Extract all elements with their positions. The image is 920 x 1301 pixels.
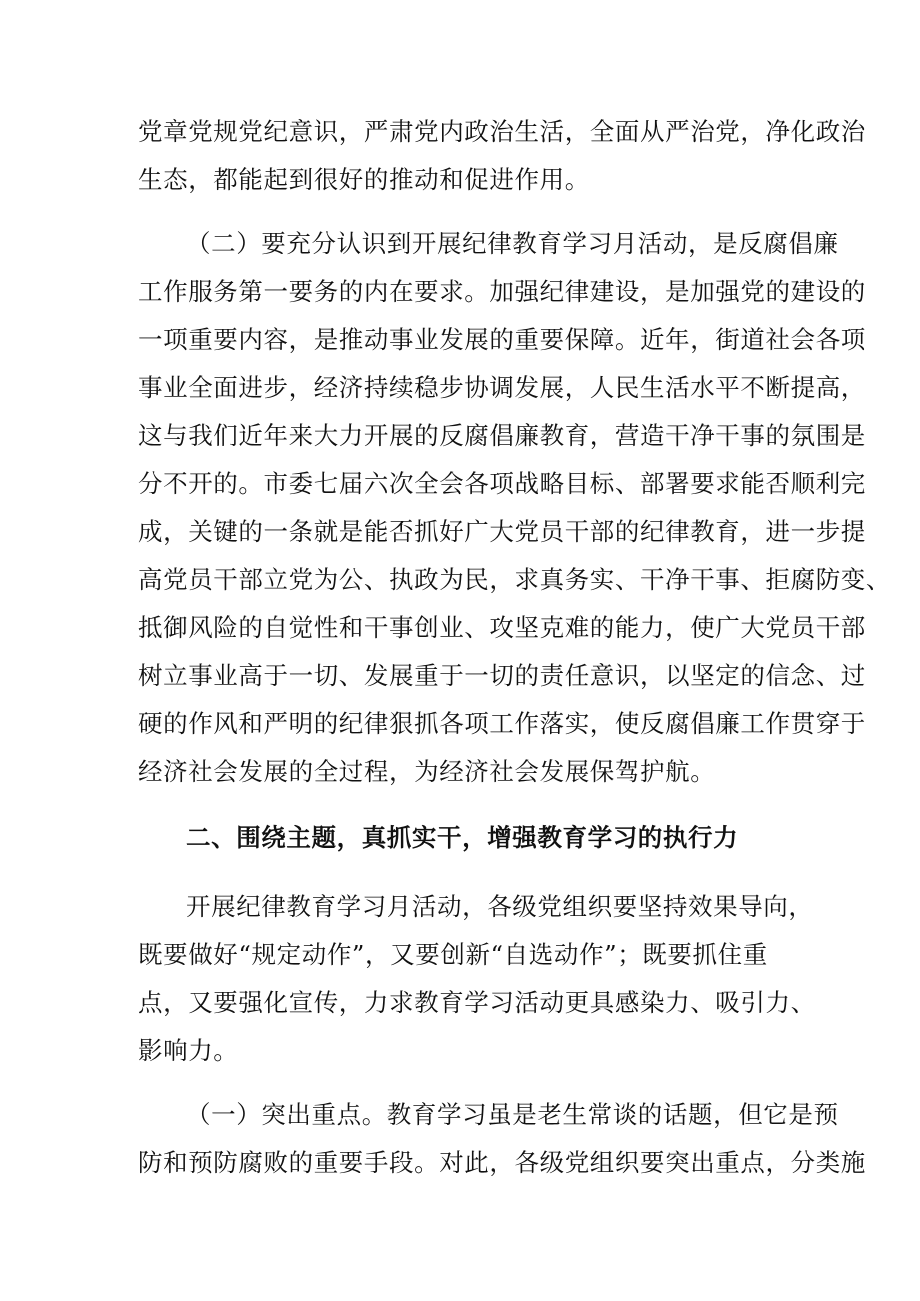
paragraph-line: 事业全面进步，经济持续稳步协调发展，人民生活水平不断提高，	[138, 373, 866, 402]
paragraph-line: 影响力。	[138, 1036, 239, 1065]
paragraph-line: 一项重要内容，是推动事业发展的重要保障。近年，街道社会各项	[138, 325, 866, 354]
paragraph-line: 抵御风险的自觉性和干事创业、攻坚克难的能力，使广大党员干部	[138, 613, 866, 642]
paragraph-line: 分不开的。市委七届六次全会各项战略目标、部署要求能否顺利完	[138, 469, 866, 498]
paragraph-line: 成，关键的一条就是能否抓好广大党员干部的纪律教育，进一步提	[138, 517, 866, 546]
paragraph-line: 生态，都能起到很好的推动和促进作用。	[138, 165, 590, 194]
section-heading: 二、围绕主题，真抓实干，增强教育学习的执行力	[186, 823, 739, 852]
paragraph-line: 经济社会发展的全过程，为经济社会发展保驾护航。	[138, 757, 716, 786]
paragraph-line: （一）突出重点。教育学习虽是老生常谈的话题，但它是预	[186, 1100, 839, 1129]
paragraph-line: 树立事业高于一切、发展重于一切的责任意识，以坚定的信念、过	[138, 661, 866, 690]
paragraph-line: 点，又要强化宣传，力求教育学习活动更具感染力、吸引力、	[138, 988, 816, 1017]
paragraph-line: 高党员干部立党为公、执政为民，求真务实、干净干事、拒腐防变、	[138, 565, 891, 594]
paragraph-line: 党章党规党纪意识，严肃党内政治生活，全面从严治党，净化政治	[138, 117, 866, 146]
paragraph-line: 既要做好“规定动作”，又要创新“自选动作”；既要抓住重	[138, 940, 768, 969]
paragraph-line: 硬的作风和严明的纪律狠抓各项工作落实，使反腐倡廉工作贯穿于	[138, 709, 866, 738]
paragraph-line: 这与我们近年来大力开展的反腐倡廉教育，营造干净干事的氛围是	[138, 421, 866, 450]
paragraph-line: （二）要充分认识到开展纪律教育学习月活动，是反腐倡廉	[186, 229, 839, 258]
paragraph-line: 工作服务第一要务的内在要求。加强纪律建设，是加强党的建设的	[138, 277, 866, 306]
paragraph-line: 防和预防腐败的重要手段。对此，各级党组织要突出重点，分类施	[138, 1148, 866, 1177]
paragraph-line: 开展纪律教育学习月活动，各级党组织要坚持效果导向，	[186, 892, 814, 921]
